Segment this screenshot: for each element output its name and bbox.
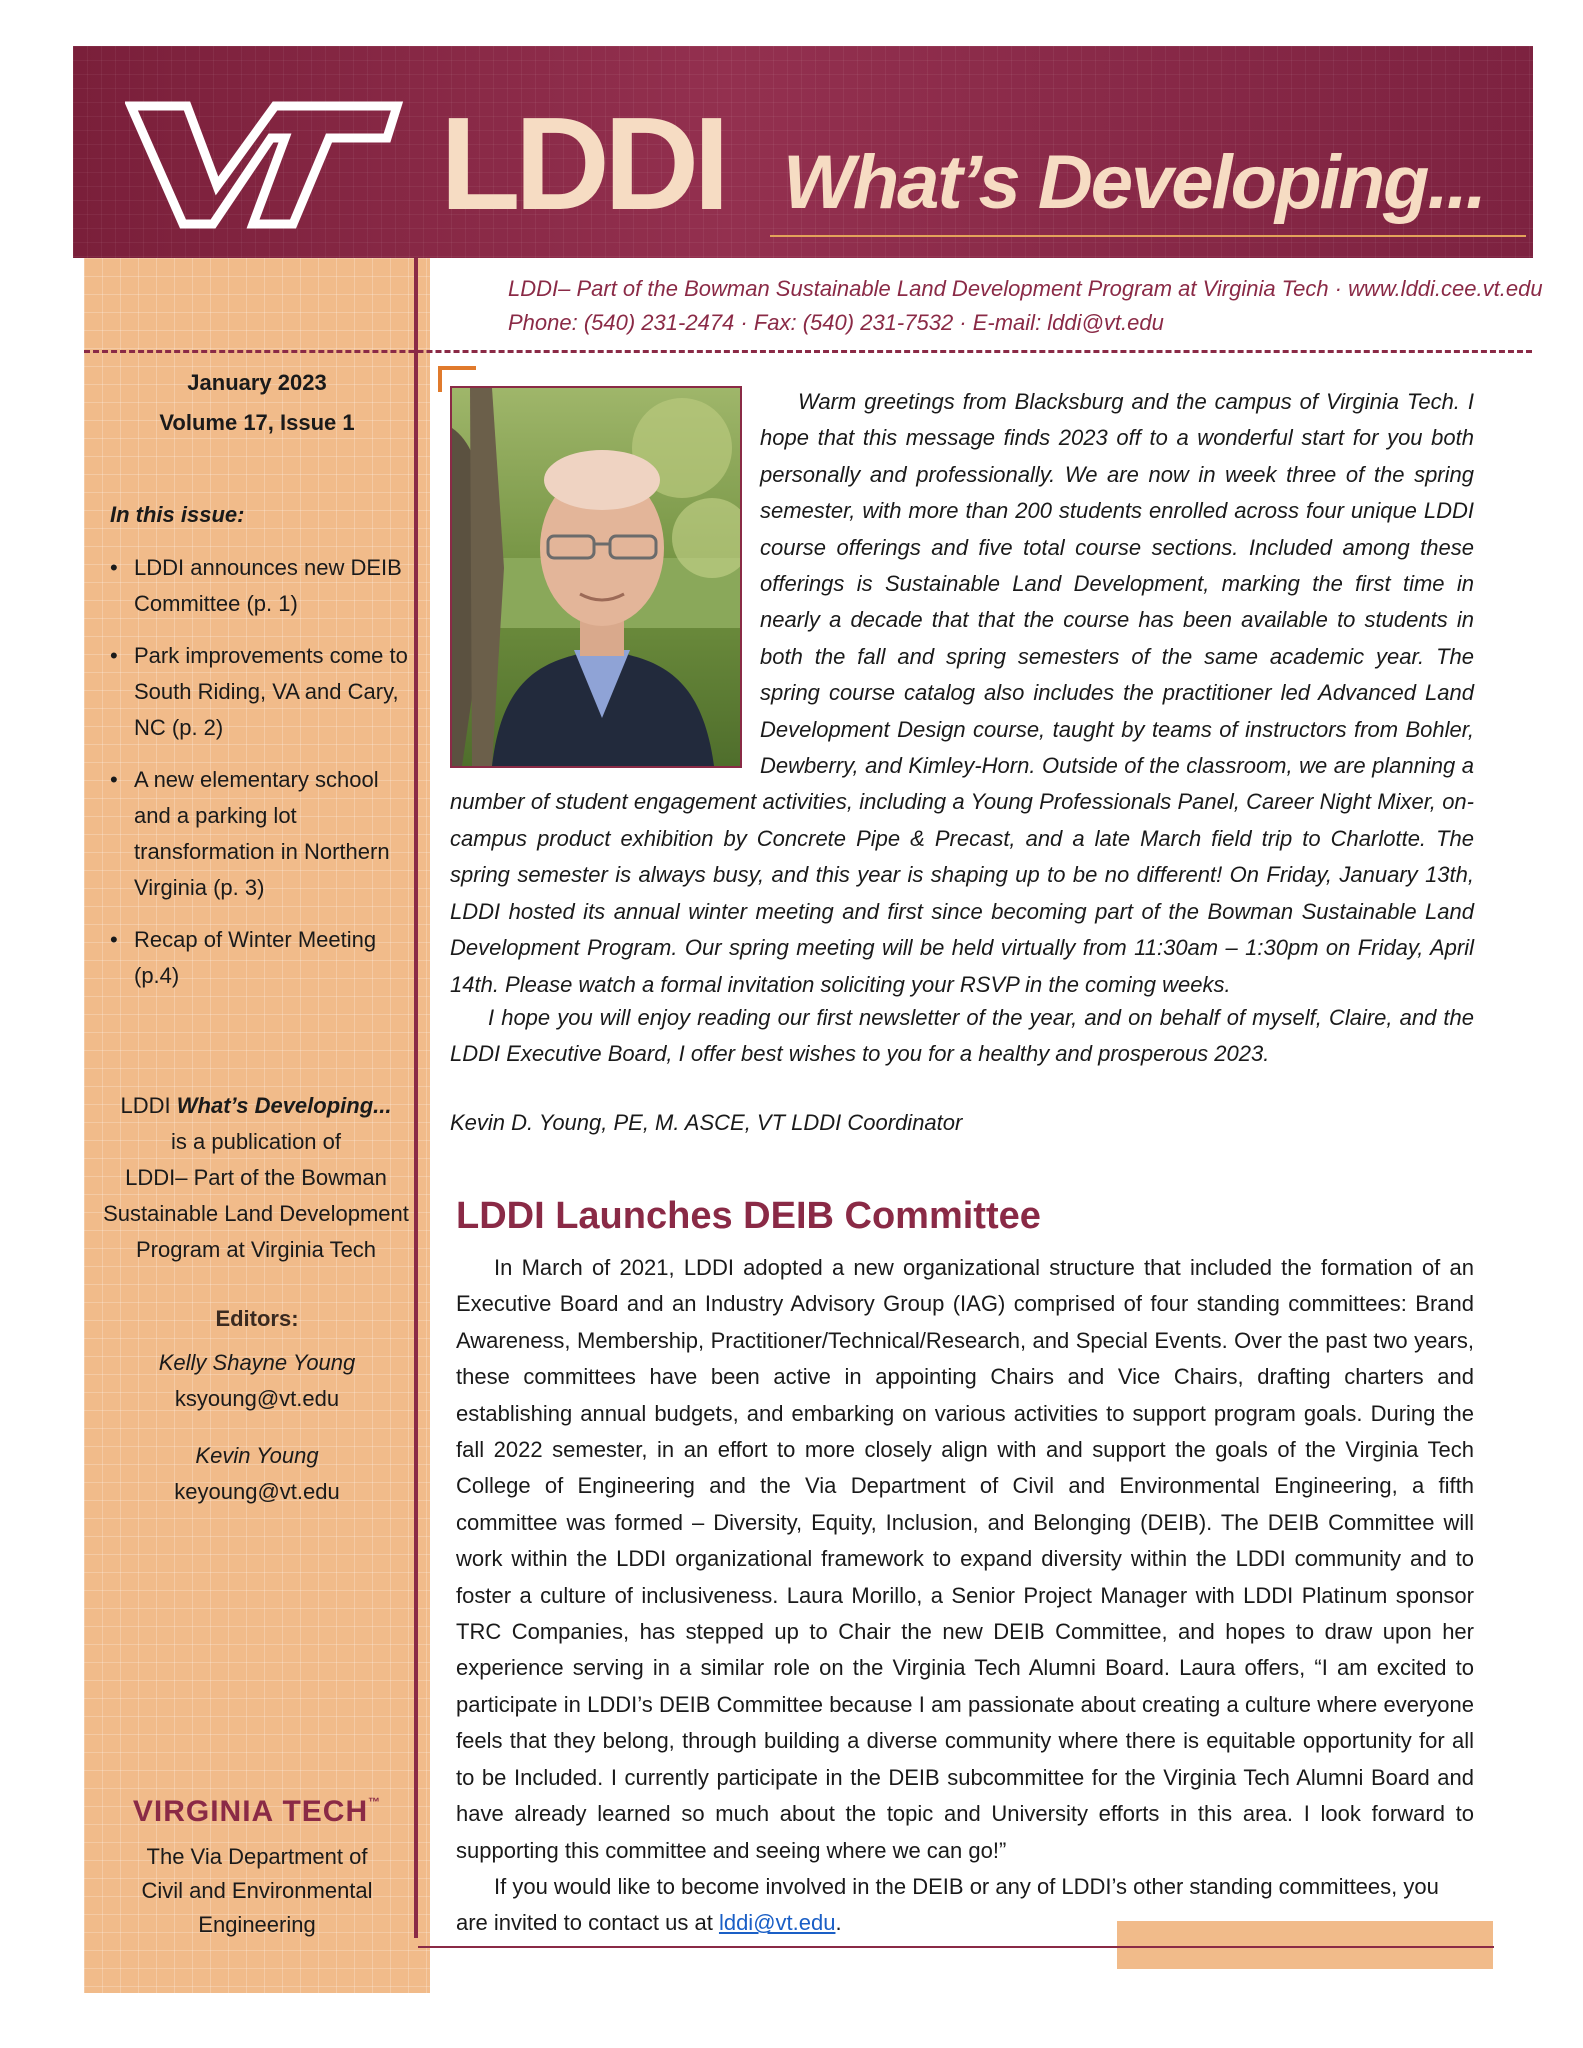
contact-text: If you would like to become involved in the DEIB or any of LDDI’s other standing committees, you are invited to contact us at <box>456 1874 1439 1936</box>
table-of-contents <box>110 550 410 1010</box>
department-line: Civil and Environmental <box>141 1878 373 1903</box>
letter-signature: Kevin D. Young, PE, M. ASCE, VT LDDI Coordinator <box>450 1110 963 1135</box>
publication-line: Sustainable Land Development <box>103 1201 409 1226</box>
issue-date: January 2023 <box>187 370 327 395</box>
contact-suffix: . <box>835 1910 842 1936</box>
virginia-tech-wordmark <box>84 1795 430 1829</box>
in-this-issue-heading: In this issue: <box>110 502 245 527</box>
publication-masthead <box>86 1088 426 1124</box>
toc-item[interactable]: • LDDI announces new DEIB Committee (p. 1) <box>110 550 410 622</box>
publication-title: What’s Developing... <box>176 1093 392 1118</box>
article-heading: LDDI Launches DEIB Committee <box>456 1195 1041 1237</box>
editor-email[interactable]: ksyoung@vt.edu <box>174 1386 340 1411</box>
intro-closing-paragraph: I hope you will enjoy reading our first newsletter of the year, and on behalf of myself, Claire, and the LDDI Executive Board, I offer best wishes to you for a healthy and prosperous 2023. <box>450 1005 1474 1067</box>
department-line: The Via Department of <box>146 1844 368 1869</box>
issue-volume: Volume 17, Issue 1 <box>159 410 355 435</box>
contact-line-website: LDDI– Part of the Bowman Sustainable Land Development Program at Virginia Tech · www.lddi.cee.vt.edu <box>508 276 1543 301</box>
photo-wrap-spacer <box>450 384 760 769</box>
intro-paragraph <box>450 384 1474 1003</box>
footer-accent-bar <box>1117 1921 1493 1969</box>
department-name <box>84 1840 430 1942</box>
vt-logo-icon <box>125 96 405 232</box>
editors-heading: Editors: <box>215 1306 299 1331</box>
contact-email-link[interactable]: lddi@vt.edu <box>718 1910 836 1936</box>
editor-name: Kelly Shayne Young <box>158 1350 356 1375</box>
trademark-symbol: ™ <box>368 1795 382 1809</box>
publication-note <box>86 1088 426 1268</box>
wordmark-text: VIRGINIA TECH <box>132 1795 369 1828</box>
newsletter-subtitle: What’s Developing... <box>783 140 1485 225</box>
publication-line: Program at Virginia Tech <box>135 1237 377 1262</box>
intro-text: Warm greetings from Blacksburg and the campus of Virginia Tech. I hope that this message finds 2023 off to a wonderful start for you both personally and professionally. We are now in week three of the spring semester, with more than 200 students enrolled across four unique LDDI course offerings and five total course sections. Included among these offerings is Sustainable Land Development, marking the first time in nearly a decade that that the course has been available to students in both the fall and spring semesters of the same academic year. The spring course catalog also includes the practitioner led Advanced Land Development Design course, taught by teams of instructors from Bohler, Dewberry, and Kimley-Horn. Outside of the classroom, we are planning a number of student engagement activities, including a Young Professionals Panel, Career Night Mixer, on-campus product exhibition by Concrete Pipe & Precast, and a late March field trip to Charlotte. The spring semester is always busy, and this year is shaping up to be no different! On Friday, January 13th, LDDI hosted its annual winter meeting and first since becoming part of the Bowman Sustainable Land Development Program. Our spring meeting will be held virtually from 11:30am – 1:30pm on Friday, April 14th. Please watch a formal invitation soliciting your RSVP in the coming weeks. <box>450 389 1474 997</box>
editor-email[interactable]: keyoung@vt.edu <box>174 1479 340 1504</box>
toc-item[interactable]: • Recap of Winter Meeting (p.4) <box>110 922 410 994</box>
contact-line-phone: Phone: (540) 231-2474 · Fax: (540) 231-7532 · E-mail: lddi@vt.edu <box>508 310 1164 335</box>
publication-line: is a publication of <box>171 1129 341 1154</box>
toc-item[interactable]: • A new elementary school and a parking lot transformation in Northern Virginia (p. 3) <box>110 762 410 906</box>
banner-rule <box>770 235 1526 237</box>
toc-item[interactable]: • Park improvements come to South Riding, VA and Cary, NC (p. 2) <box>110 638 410 746</box>
publication-prefix: LDDI <box>120 1093 171 1118</box>
article-paragraph: In March of 2021, LDDI adopted a new organizational structure that included the formation of an Executive Board and an Industry Advisory Group (IAG) comprised of four standing committees: Brand Awareness, Membership, Practitioner/Technical/Research, and Special Events. Over the past two years, these committees have been active in appointing Chairs and Vice Chairs, drafting charters and establishing annual budgets, and embarking on various activities to support program goals. During the fall 2022 semester, in an effort to more closely align with and support the goals of the Virginia Tech College of Engineering and the Via Department of Civil and Environmental Engineering, a fifth committee was formed – Diversity, Equity, Inclusion, and Belonging (DEIB). The DEIB Committee will work within the LDDI organizational framework to expand diversity within the LDDI community and to foster a culture of inclusiveness. Laura Morillo, a Senior Project Manager with LDDI Platinum sponsor TRC Companies, has stepped up to Chair the new DEIB Committee, and hopes to draw upon her experience serving in a similar role on the Virginia Tech Alumni Board. Laura offers, “I am excited to participate in LDDI’s DEIB Committee because I am passionate about creating a culture where everyone feels that they belong, through building a diverse community where there is equitable opportunity for all to be Included. I currently participate in the DEIB subcommittee for the Virginia Tech Alumni Board and have already learned so much about the topic and University efforts in this area. I look forward to supporting this committee and seeing where we can go!” <box>456 1255 1474 1863</box>
newsletter-title: LDDI <box>440 90 724 237</box>
department-line: Engineering <box>198 1912 316 1937</box>
footer-rule <box>418 1946 1494 1948</box>
publication-line: LDDI– Part of the Bowman <box>125 1165 387 1190</box>
dashed-divider <box>84 350 1532 353</box>
editor-name: Kevin Young <box>195 1443 319 1468</box>
